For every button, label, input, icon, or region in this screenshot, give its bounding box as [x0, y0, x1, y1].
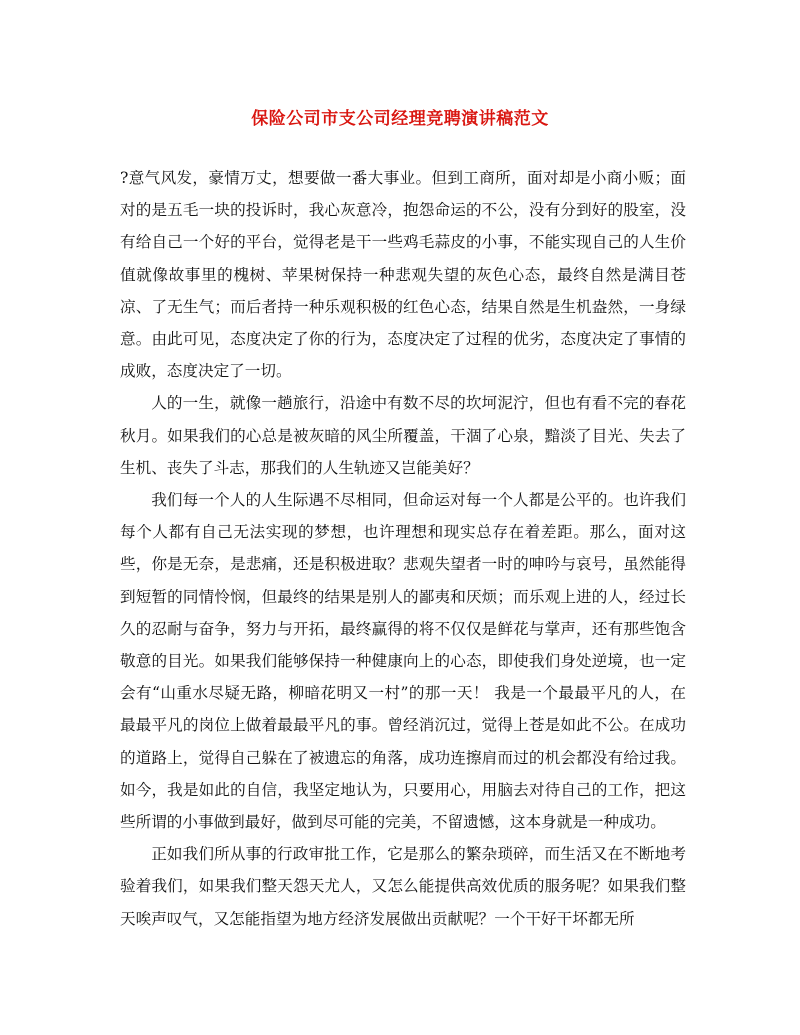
paragraph-1: ?意气风发，豪情万丈，想要做一番大事业。但到工商所，面对却是小商小贩；面对的是五毛一块的投诉时，我心灰意冷，抱怨命运的不公，没有分到好的股室，没有给自己一个好的平台，觉得老是干一些鸡毛蒜皮的小事，不能实现自己的人生价值就像故事里的槐树、苹果树保持一种悲观失望的灰色心态，最终自然是满目苍凉、了无生气；而后者持一种乐观积极的红色心态，结果自然是生机盎然，一身绿意。由此可见，态度决定了你的行为，态度决定了过程的优劣，态度决定了事情的成败，态度决定了一切。 [120, 169, 686, 381]
paragraph-2: 人的一生，就像一趟旅行，沿途中有数不尽的坎坷泥泞，但也有看不完的春花秋月。如果我们的心总是被灰暗的风尘所覆盖，干涸了心泉，黯淡了目光、失去了生机、丧失了斗志，那我们的人生轨迹又岂能美好？ [120, 394, 686, 477]
paragraph-3: 我们每一个人的人生际遇不尽相同，但命运对每一个人都是公平的。也许我们每个人都有自己无法实现的梦想，也许理想和现实总存在着差距。那么，面对这些，你是无奈，是悲痛，还是积极进取？悲观失望者一时的呻吟与哀号，虽然能得到短暂的同情怜悯，但最终的结果是别人的鄙夷和厌烦；而乐观上进的人，经过长久的忍耐与奋争，努力与开拓，最终赢得的将不仅仅是鲜花与掌声，还有那些饱含敬意的目光。如果我们能够保持一种健康向上的心态，即使我们身处逆境，也一定会有“山重水尽疑无路，柳暗花明又一村”的那一天！ 我是一个最最平凡的人，在最最平凡的岗位上做着最最平凡的事。曾经消沉过，觉得上苍是如此不公。在成功的道路上，觉得自己躲在了被遗忘的角落，成功连擦肩而过的机会都没有给过我。如今，我是如此的自信，我坚定地认为，只要用心，用脑去对待自己的工作，把这些所谓的小事做到最好，做到尽可能的完美，不留遗憾，这本身就是一种成功。 [120, 491, 686, 832]
document-title: 保险公司市支公司经理竞聘演讲稿范文 [251, 109, 549, 129]
paragraph-4: 正如我们所从事的行政审批工作，它是那么的繁杂琐碎，而生活又在不断地考验着我们，如果我们整天怨天尤人，又怎么能提供高效优质的服务呢？如果我们整天唉声叹气，又怎能指望为地方经济发展做出贡献呢？一个干好干坏都无所 [120, 845, 686, 928]
document-body [120, 162, 686, 935]
